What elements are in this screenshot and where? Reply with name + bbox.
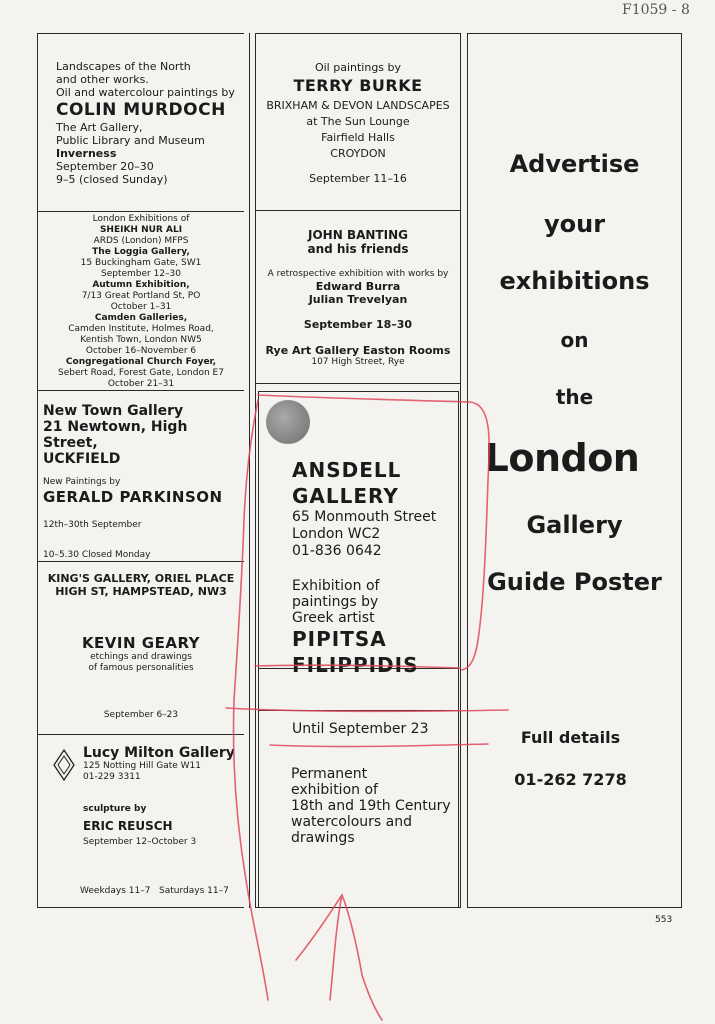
dates: September 20–30 <box>56 160 154 173</box>
address: HIGH ST, HAMPSTEAD, NW3 <box>55 585 227 598</box>
nur-ali-ad <box>38 214 244 390</box>
divider <box>258 710 458 711</box>
col1-left-rule <box>37 33 38 908</box>
gallery-name: ANSDELL <box>292 458 402 482</box>
gallery-name: Lucy Milton Gallery <box>83 745 235 761</box>
divider <box>255 210 460 211</box>
col1-bottom-rule <box>37 907 244 908</box>
artist-name: GERALD PARKINSON <box>43 488 223 506</box>
text-line: and his friends <box>307 242 409 256</box>
gallery: The Loggia Gallery, <box>92 247 190 257</box>
col3-right-rule <box>681 33 682 908</box>
text-line: London Exhibitions of <box>92 214 190 224</box>
venue: at The Sun Lounge <box>306 115 410 128</box>
city: CROYDON <box>330 147 386 160</box>
address: 125 Notting Hill Gate W11 <box>83 761 202 771</box>
ansdell-logo <box>266 400 310 444</box>
promo-heading: the <box>555 385 594 409</box>
gallery: Camden Galleries, <box>94 313 188 323</box>
venue: The Art Gallery, <box>56 121 143 134</box>
hours: 9–5 (closed Sunday) <box>56 173 168 186</box>
address: 107 High Street, Rye <box>311 357 405 367</box>
promo-heading: on <box>560 328 589 352</box>
dates: September 18–30 <box>303 318 413 331</box>
dates: Until September 23 <box>292 721 429 737</box>
address: 15 Buckingham Gate, SW1 <box>80 258 202 268</box>
banting-ad <box>256 228 460 368</box>
divider <box>37 734 244 735</box>
promo-heading: London <box>484 436 640 480</box>
milton-ad <box>83 745 243 848</box>
ansdell-permanent <box>291 766 456 846</box>
col2-right-rule <box>460 33 461 908</box>
page-number: 553 <box>655 915 673 925</box>
gallery-name: New Town Gallery <box>43 403 184 419</box>
promo-heading: exhibitions <box>499 267 650 295</box>
text-line: and other works. <box>56 73 149 86</box>
address: Sebert Road, Forest Gate, London E7 <box>58 368 224 378</box>
artist-name: ERIC REUSCH <box>83 819 173 833</box>
divider <box>37 561 244 562</box>
gallery: Autumn Exhibition, <box>92 280 190 290</box>
divider <box>37 390 244 391</box>
city: UCKFIELD <box>43 451 121 467</box>
text-line: A retrospective exhibition with works by <box>267 269 449 279</box>
text-line: sculpture by <box>83 804 147 814</box>
venue: Public Library and Museum <box>56 134 205 147</box>
text-line: Greek artist <box>292 610 375 626</box>
murdoch-ad <box>56 60 242 186</box>
text-line: etchings and drawings <box>90 652 192 662</box>
dates: September 12–October 3 <box>83 837 197 847</box>
dates: October 16–November 6 <box>85 346 197 356</box>
divider <box>37 211 244 212</box>
address: Kentish Town, London NW5 <box>80 335 202 345</box>
promo-heading: Gallery <box>526 511 623 539</box>
phone: 01-836 0642 <box>292 543 382 559</box>
address: 7/13 Great Portland St, PO <box>81 291 201 301</box>
newtown-ad <box>43 403 243 561</box>
col2-top-rule <box>255 33 460 34</box>
dates: September 11–16 <box>309 172 407 185</box>
venue: Rye Art Gallery Easton Rooms <box>265 344 451 357</box>
artist-name: SHEIKH NUR ALI <box>99 225 183 235</box>
text-line: Oil paintings by <box>314 61 402 74</box>
text-line: Permanent <box>291 766 368 782</box>
hours: 10–5.30 Closed Monday <box>43 550 151 560</box>
text-line: ARDS (London) MFPS <box>93 236 189 246</box>
col3-bottom-rule <box>467 907 681 908</box>
kings-ad <box>38 572 244 721</box>
gallery-name: KING'S GALLERY, ORIEL PLACE <box>47 572 235 585</box>
address: 21 Newtown, High Street, <box>43 419 188 451</box>
city: Inverness <box>56 147 117 160</box>
text-line: Exhibition of <box>292 578 380 594</box>
dates: September 6–23 <box>103 710 179 720</box>
promo-details: Full details <box>520 728 621 747</box>
divider <box>255 383 460 384</box>
text-line: exhibition of <box>291 782 378 798</box>
dates: 12th–30th September <box>43 520 142 530</box>
gallery: Congregational Church Foyer, <box>65 357 217 367</box>
artist-name: Edward Burra <box>315 280 401 293</box>
corner-reference: F1059 - 8 <box>622 2 690 18</box>
promo-heading: Guide Poster <box>487 568 662 596</box>
artist-name: PIPITSA <box>292 627 387 651</box>
dates: October 21–31 <box>107 379 175 389</box>
dates: October 1–31 <box>110 302 172 312</box>
text-line: New Paintings by <box>43 477 121 487</box>
col1-top-rule <box>37 33 244 34</box>
artist-name: FILIPPIDIS <box>292 653 419 677</box>
address: Camden Institute, Holmes Road, <box>68 324 214 334</box>
artist-name: COLIN MURDOCH <box>56 100 226 120</box>
text-line: drawings <box>291 830 355 846</box>
col1-right-rule <box>249 33 250 908</box>
text-line: Landscapes of the North <box>56 60 191 73</box>
text-line: paintings by <box>292 594 379 610</box>
artist-name: KEVIN GEARY <box>81 634 201 652</box>
venue: Fairfield Halls <box>321 131 395 144</box>
col3-top-rule <box>467 33 681 34</box>
text-line: watercolours and <box>291 814 413 830</box>
artist-name: TERRY BURKE <box>293 76 423 95</box>
text-line: 18th and 19th Century <box>291 798 451 814</box>
phone: 01-229 3311 <box>83 772 141 782</box>
text-line: of famous personalities <box>88 663 194 673</box>
dates: September 12–30 <box>100 269 181 279</box>
text-line: Oil and watercolour paintings by <box>56 86 235 99</box>
ansdell-ad <box>292 457 457 678</box>
burke-ad <box>256 61 460 185</box>
address: London WC2 <box>292 526 381 542</box>
address: 65 Monmouth Street <box>292 509 437 525</box>
artist-name: Julian Trevelyan <box>308 293 408 306</box>
promo-heading: Advertise <box>509 150 640 178</box>
gallery-logo-icon <box>52 748 76 782</box>
subtitle: BRIXHAM & DEVON LANDSCAPES <box>266 99 450 112</box>
gallery-name: GALLERY <box>292 484 399 508</box>
hours: Weekdays 11–7 Saturdays 11–7 <box>80 886 229 896</box>
promo-phone: 01-262 7278 <box>514 770 627 789</box>
artist-name: JOHN BANTING <box>308 228 408 242</box>
promo-heading: your <box>543 210 606 238</box>
